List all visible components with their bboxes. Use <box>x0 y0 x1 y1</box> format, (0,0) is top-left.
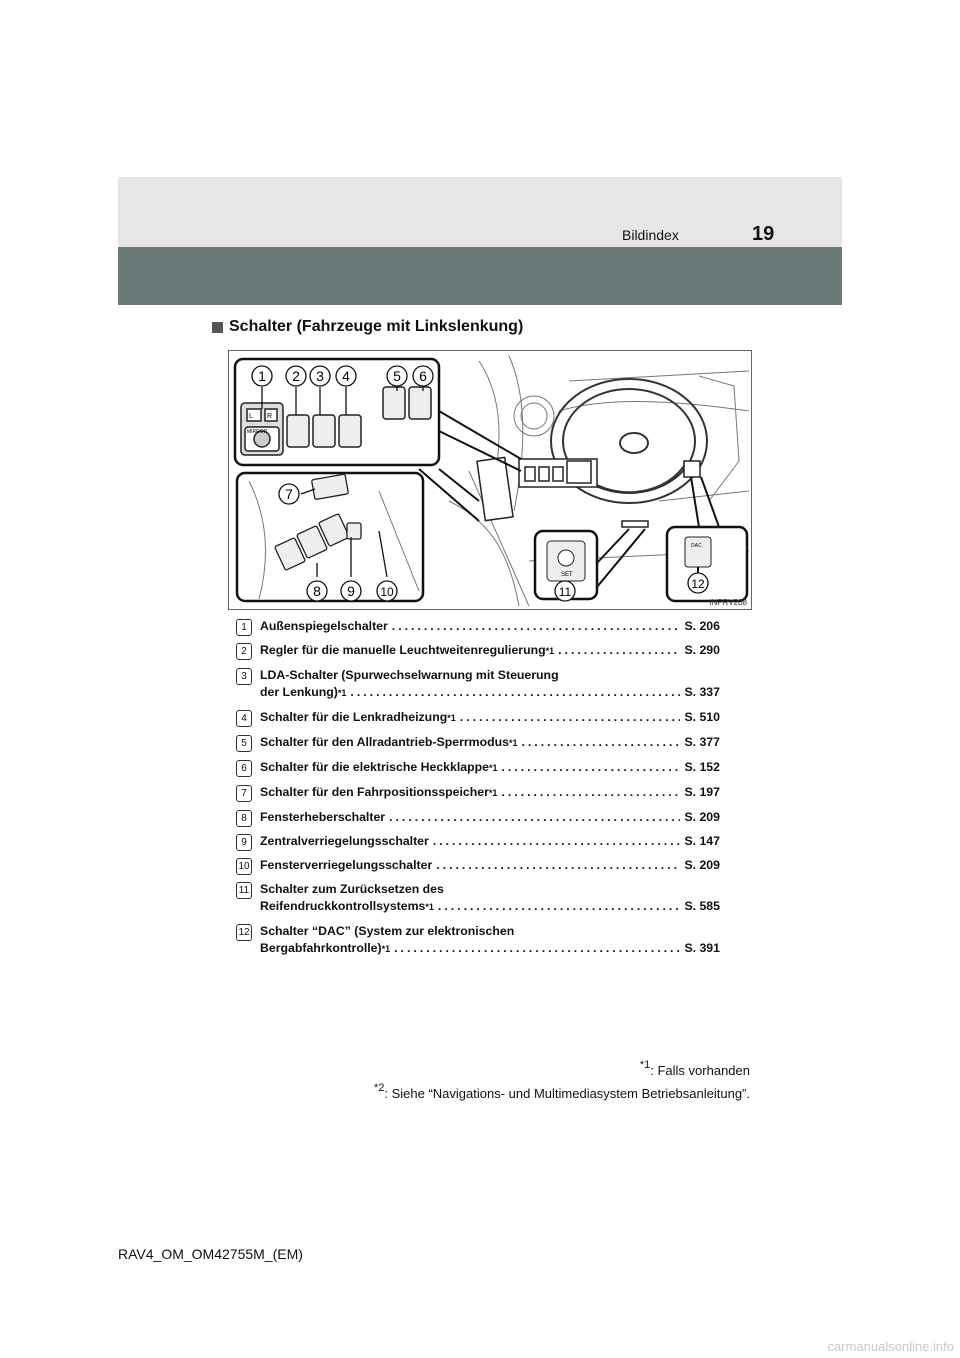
index-entry <box>236 857 720 874</box>
entry-text: Schalter zum Zurücksetzen des <box>260 882 444 896</box>
footnote-ref: *1 <box>545 646 555 656</box>
dot-leader <box>438 898 681 915</box>
callout-number: 5 <box>393 368 401 384</box>
section-title: Schalter (Fahrzeuge mit Linkslenkung) <box>229 318 524 335</box>
entry-number: 1 <box>236 619 252 636</box>
entry-number: 12 <box>236 924 252 941</box>
page-reference[interactable]: S. 337 <box>684 685 720 699</box>
dot-leader <box>460 709 681 726</box>
index-entry <box>236 667 720 702</box>
footnote-mark-1: *1 <box>639 1059 651 1071</box>
footnote-mark-2: *2 <box>373 1082 385 1094</box>
entry-number: 3 <box>236 668 252 685</box>
callout-number: 4 <box>342 368 350 384</box>
page-number: 19 <box>752 223 775 245</box>
page-reference[interactable]: S. 209 <box>684 858 720 872</box>
footnote-ref: *1 <box>337 688 347 698</box>
footnote-ref: *1 <box>381 944 391 954</box>
entry-list <box>236 618 720 965</box>
callout-number: 6 <box>419 368 427 384</box>
page-reference[interactable]: S. 510 <box>684 710 720 724</box>
index-entry <box>236 734 720 752</box>
page-reference[interactable]: S. 147 <box>684 834 720 848</box>
footnote-ref: *1 <box>488 763 498 773</box>
index-entry <box>236 759 720 777</box>
entry-text: Schalter für die Lenkradheizung <box>260 710 448 724</box>
footnote-2 <box>374 1082 750 1101</box>
entry-number: 7 <box>236 785 252 802</box>
square-bullet-icon <box>212 322 223 333</box>
dot-leader <box>392 618 681 635</box>
callout-number: 8 <box>313 583 321 599</box>
entry-text: Zentralverriegelungsschalter <box>260 834 429 848</box>
index-entry <box>236 809 720 826</box>
header-dark-band <box>118 247 842 305</box>
callout-number: 1 <box>258 368 266 384</box>
index-entry <box>236 784 720 802</box>
section-name: Bildindex <box>622 227 679 243</box>
entry-text: Schalter für den Fahrpositionsspeicher <box>260 785 489 799</box>
dot-leader <box>501 784 680 801</box>
entry-text: Fensterheberschalter <box>260 810 386 824</box>
entry-number: 10 <box>236 858 252 875</box>
page-reference[interactable]: S. 290 <box>684 643 720 657</box>
watermark: carmanualsonline.info <box>827 1339 954 1354</box>
mirror-label: MIRROR <box>247 429 268 435</box>
entry-text: Fensterverriegelungsschalter <box>260 858 433 872</box>
dot-leader <box>394 940 680 957</box>
callout-number: 2 <box>292 368 300 384</box>
dac-label: DAC <box>691 543 702 549</box>
svg-text:R: R <box>267 413 273 420</box>
callout-number: 10 <box>380 585 394 599</box>
entry-number: 11 <box>236 882 252 899</box>
page-reference[interactable]: S. 197 <box>684 785 720 799</box>
entry-text: Schalter für die elektrische Heckklappe <box>260 760 489 774</box>
entry-text: der Lenkung) <box>260 685 338 699</box>
document-id: RAV4_OM_OM42755M_(EM) <box>118 1246 303 1262</box>
callout-number: 9 <box>347 583 355 599</box>
entry-number: 5 <box>236 735 252 752</box>
page-reference[interactable]: S. 585 <box>684 899 720 913</box>
index-entry <box>236 709 720 727</box>
callout-number: 3 <box>316 368 324 384</box>
footnote-ref: *1 <box>488 788 498 798</box>
section-heading <box>212 318 523 336</box>
entry-number: 8 <box>236 810 252 827</box>
dot-leader <box>433 833 681 850</box>
page-reference[interactable]: S. 206 <box>684 619 720 633</box>
index-entry <box>236 642 720 660</box>
entry-text: Schalter für den Allradantrieb-Sperrmodus <box>260 735 509 749</box>
svg-text:L: L <box>249 413 253 420</box>
entry-text: Schalter “DAC” (System zur elektronischen <box>260 924 515 938</box>
footnote-text-2: : Siehe “Navigations- und Multimediasystem Betriebsanleitung”. <box>384 1086 750 1101</box>
entry-number: 9 <box>236 834 252 851</box>
page-reference[interactable]: S. 209 <box>684 810 720 824</box>
index-entry <box>236 881 720 916</box>
dot-leader <box>558 642 680 659</box>
entry-number: 4 <box>236 710 252 727</box>
page-reference[interactable]: S. 377 <box>684 735 720 749</box>
footnote-ref: *1 <box>508 738 518 748</box>
dot-leader <box>501 759 680 776</box>
callout-number: 11 <box>558 585 572 599</box>
entry-text: Regler für die manuelle Leuchtweitenregulierung <box>260 643 546 657</box>
set-label: SET <box>561 572 573 578</box>
index-entry <box>236 833 720 850</box>
footnote-ref: *1 <box>447 713 456 723</box>
dashboard-drawing <box>229 351 751 609</box>
callout-number: 12 <box>691 577 705 591</box>
page-reference[interactable]: S. 391 <box>684 941 720 955</box>
dot-leader <box>436 857 680 874</box>
dot-leader <box>350 684 680 701</box>
dot-leader <box>389 809 680 826</box>
index-entry <box>236 923 720 958</box>
dot-leader <box>521 734 680 751</box>
entry-number: 2 <box>236 643 252 660</box>
figure-code: INPRV208 <box>709 598 747 607</box>
entry-text: Reifendruckkontrollsystems <box>260 899 426 913</box>
switch-illustration <box>228 350 752 610</box>
entry-number: 6 <box>236 760 252 777</box>
header-band <box>118 177 842 247</box>
page-reference[interactable]: S. 152 <box>684 760 720 774</box>
footnote-1 <box>640 1059 750 1078</box>
callout-number: 7 <box>285 486 293 502</box>
entry-text: Außenspiegelschalter <box>260 619 388 633</box>
footnote-text-1: : Falls vorhanden <box>650 1063 750 1078</box>
entry-text: Bergabfahrkontrolle) <box>260 941 382 955</box>
footnote-ref: *1 <box>425 902 434 912</box>
index-entry <box>236 618 720 635</box>
entry-text: LDA-Schalter (Spurwechselwarnung mit Steuerung <box>260 668 559 682</box>
